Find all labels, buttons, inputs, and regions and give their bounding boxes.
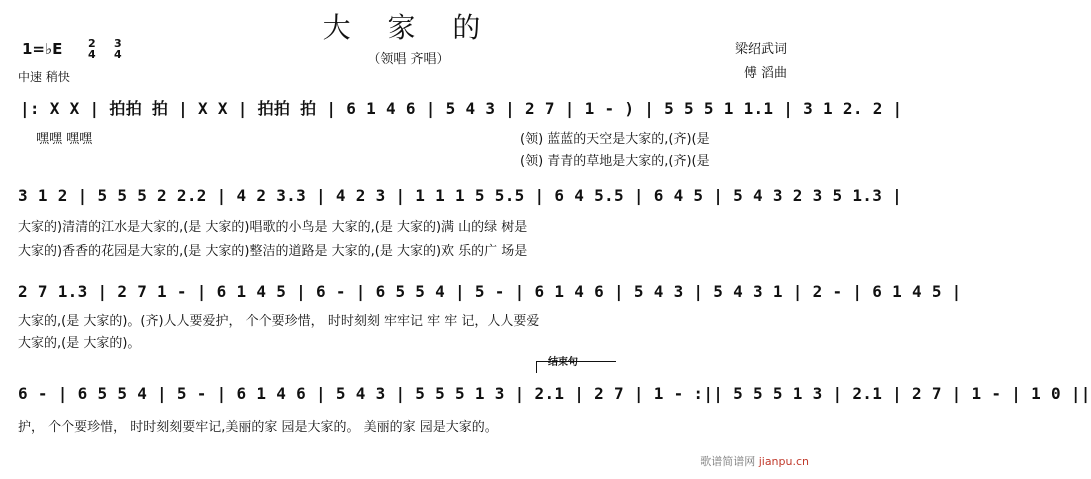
song-title: 大 家 的 — [322, 11, 495, 44]
ending-label: 结束句 — [548, 357, 578, 368]
ending-bracket-hook — [536, 361, 537, 373]
time-signature-1: 2 4 — [88, 37, 96, 61]
watermark — [700, 453, 809, 469]
notation-row-4: 6 - | 6 5 5 4 | 5 - | 6 1 4 6 | 5 4 3 | 5 5 5 1 3 | 2.1 | 2 7 | 1 - :|| 5 5 5 1 3 | 2.1 | 2 7 | 1 - | 1 0 || — [18, 384, 1091, 403]
lyric-row-4-line-1: 护， 个个要珍惜， 时时刻刻要牢记,美丽的家 园是大家的。 美丽的家 园是大家的。 — [18, 420, 498, 435]
lyric-row-1-line-1: 嘿嘿 嘿嘿 — [36, 132, 93, 147]
lyric-row-3-line-1: 大家的,(是 大家的)。(齐)人人要爱护， 个个要珍惜， 时时刻刻 牢牢记 牢 牢 记，人人要爱 — [18, 314, 540, 329]
notation-row-3: 2 7 1.3 | 2 7 1 - | 6 1 4 5 | 6 - | 6 5 5 4 | 5 - | 6 1 4 6 | 5 4 3 | 5 4 3 1 | 2 - | 6 1 4 5 | — [18, 282, 962, 301]
lyric-row-2-line-2: 大家的)香香的花园是大家的,(是 大家的)整洁的道路是 大家的,(是 大家的)欢 乐的广 场是 — [18, 244, 528, 259]
watermark-site-name: 歌谱简谱网 — [700, 455, 756, 468]
lyric-row-1-line-3: (领) 青青的草地是大家的,(齐)(是 — [520, 154, 710, 169]
lyric-row-1-line-2: (领) 蓝蓝的天空是大家的,(齐)(是 — [520, 132, 710, 147]
composer-credit: 傅 滔曲 — [743, 66, 787, 81]
lyric-row-2-line-1: 大家的)清清的江水是大家的,(是 大家的)唱歌的小鸟是 大家的,(是 大家的)满 山的绿 树是 — [18, 220, 528, 235]
ending-bracket-line — [536, 361, 616, 362]
lyricist-credit: 梁绍武词 — [734, 42, 787, 57]
song-subtitle: （领唱 齐唱） — [367, 52, 450, 67]
notation-row-2: 3 1 2 | 5 5 5 2 2.2 | 4 2 3.3 | 4 2 3 | 1 1 1 5 5.5 | 6 4 5.5 | 6 4 5 | 5 4 3 2 3 5 1.3 | — [18, 186, 903, 205]
time-signature-2: 3 4 — [114, 37, 122, 61]
lyric-row-3-line-2: 大家的,(是 大家的)。 — [18, 336, 141, 351]
tempo-marking: 中速 稍快 — [18, 70, 70, 84]
watermark-url: jianpu.cn — [758, 455, 809, 468]
key-signature: 1=♭E — [22, 40, 63, 58]
notation-row-1: |: X X | 拍拍 拍 | X X | 拍拍 拍 | 6 1 4 6 | 5 4 3 | 2 7 | 1 - ) | 5 5 5 1 1.1 | 3 1 2. 2 | — [20, 99, 903, 118]
